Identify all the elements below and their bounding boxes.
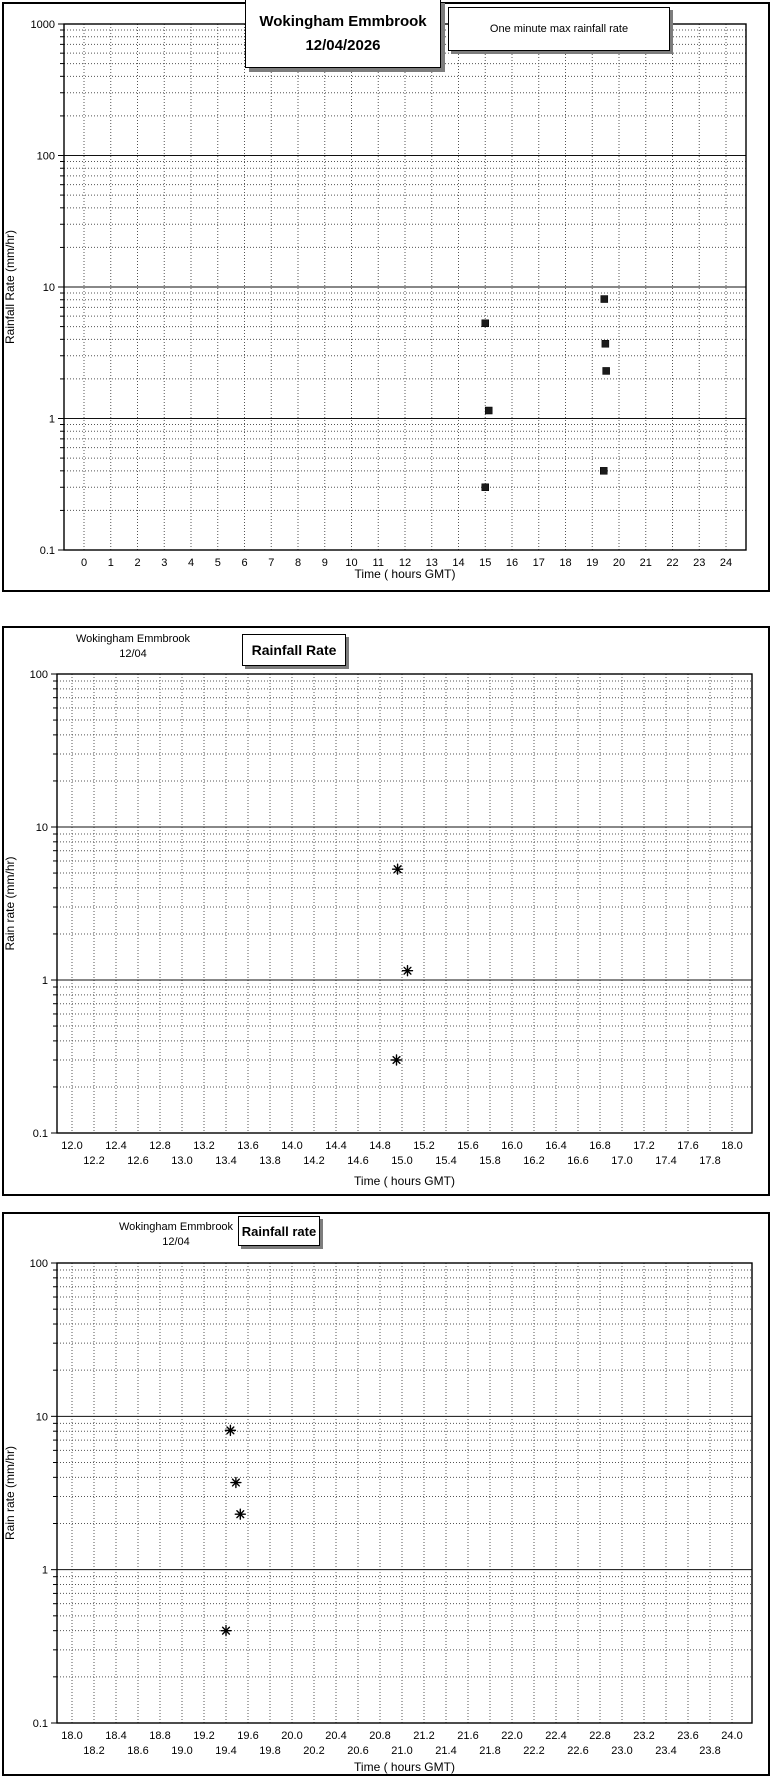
svg-text:24: 24	[719, 557, 733, 569]
chart-title: Rainfall rate	[241, 1223, 317, 1239]
svg-text:6: 6	[241, 557, 248, 569]
svg-text:9: 9	[321, 557, 328, 569]
svg-text:18.4: 18.4	[105, 1730, 127, 1742]
svg-text:7: 7	[268, 557, 275, 569]
svg-text:23.4: 23.4	[655, 1745, 677, 1757]
chart-title-box	[245, 0, 441, 68]
svg-text:17: 17	[532, 557, 545, 569]
svg-text:17.2: 17.2	[633, 1140, 655, 1152]
station-name: Wokingham Emmbrook	[259, 12, 427, 30]
svg-text:10: 10	[42, 282, 55, 294]
svg-text:16.8: 16.8	[589, 1140, 611, 1152]
station-block	[51, 632, 215, 662]
svg-text:100: 100	[29, 1258, 48, 1270]
svg-text:15.6: 15.6	[457, 1140, 479, 1152]
svg-text:22.0: 22.0	[501, 1730, 523, 1742]
svg-text:Rainfall Rate (mm/hr): Rainfall Rate (mm/hr)	[3, 229, 17, 345]
legend-box	[448, 7, 670, 51]
svg-text:20.2: 20.2	[303, 1745, 325, 1757]
svg-text:12.2: 12.2	[83, 1155, 105, 1167]
svg-text:19.4: 19.4	[215, 1745, 237, 1757]
svg-text:0: 0	[80, 557, 88, 569]
svg-text:12.8: 12.8	[149, 1140, 171, 1152]
svg-text:19: 19	[586, 557, 599, 569]
svg-text:21.0: 21.0	[391, 1745, 413, 1757]
svg-text:8: 8	[294, 557, 302, 569]
svg-text:18.0: 18.0	[721, 1140, 743, 1152]
station-block	[94, 1220, 258, 1250]
svg-text:12.6: 12.6	[127, 1155, 149, 1167]
chart-panel-evening	[2, 1212, 770, 1776]
svg-text:18.6: 18.6	[127, 1745, 149, 1757]
svg-text:13.4: 13.4	[215, 1155, 237, 1167]
svg-text:23.8: 23.8	[699, 1745, 721, 1757]
svg-text:100: 100	[29, 669, 48, 681]
svg-text:15.4: 15.4	[435, 1155, 457, 1167]
svg-text:19.2: 19.2	[193, 1730, 215, 1742]
svg-text:16: 16	[505, 557, 519, 569]
svg-text:21.4: 21.4	[435, 1745, 457, 1757]
svg-text:20.8: 20.8	[369, 1730, 391, 1742]
svg-text:13.8: 13.8	[259, 1155, 281, 1167]
station-name: Wokingham Emmbrook	[118, 1221, 234, 1233]
svg-text:21.2: 21.2	[413, 1730, 435, 1742]
svg-text:3: 3	[161, 557, 168, 569]
svg-text:22.2: 22.2	[523, 1745, 545, 1757]
chart-panel-daily	[2, 2, 770, 592]
svg-text:20.4: 20.4	[325, 1730, 347, 1742]
chart-date: 12/04	[119, 648, 147, 660]
svg-text:1000: 1000	[30, 19, 55, 31]
svg-text:10: 10	[35, 1411, 48, 1424]
svg-text:24.0: 24.0	[721, 1730, 743, 1742]
chart-title-box	[242, 634, 346, 666]
chart-title-box	[238, 1216, 320, 1246]
svg-text:21.8: 21.8	[479, 1745, 501, 1757]
svg-text:0.1: 0.1	[39, 545, 55, 557]
svg-text:12.0: 12.0	[61, 1140, 83, 1152]
evening-rainfall-scatter-plot	[2, 1212, 770, 1776]
svg-text:18.2: 18.2	[83, 1745, 105, 1757]
svg-text:15.0: 15.0	[391, 1155, 413, 1167]
svg-text:21.6: 21.6	[457, 1730, 479, 1742]
svg-text:10: 10	[35, 822, 48, 834]
svg-text:16.4: 16.4	[545, 1140, 567, 1152]
svg-text:Rain rate (mm/hr): Rain rate (mm/hr)	[3, 856, 17, 951]
svg-text:1: 1	[107, 557, 114, 569]
svg-text:22.4: 22.4	[545, 1730, 567, 1742]
svg-text:22: 22	[666, 557, 679, 569]
svg-text:1: 1	[41, 1564, 48, 1577]
svg-text:20.0: 20.0	[281, 1730, 303, 1742]
svg-text:13.0: 13.0	[171, 1155, 193, 1167]
svg-text:4: 4	[187, 557, 195, 569]
svg-text:5: 5	[214, 557, 221, 569]
afternoon-rainfall-scatter-plot	[2, 626, 770, 1196]
chart-title: Rainfall Rate	[251, 642, 337, 658]
svg-text:20.6: 20.6	[347, 1745, 369, 1757]
svg-text:23.6: 23.6	[677, 1730, 699, 1742]
svg-text:0.1: 0.1	[32, 1128, 48, 1140]
svg-text:Time ( hours GMT): Time ( hours GMT)	[354, 567, 456, 581]
svg-text:Time ( hours GMT): Time ( hours GMT)	[354, 1760, 455, 1774]
svg-text:16.2: 16.2	[523, 1155, 545, 1167]
svg-text:15: 15	[479, 557, 492, 569]
chart-date: 12/04/2026	[305, 36, 381, 54]
svg-text:23.0: 23.0	[611, 1745, 633, 1757]
svg-text:23: 23	[693, 557, 706, 569]
daily-rainfall-scatter-plot	[2, 2, 770, 592]
svg-text:14.4: 14.4	[325, 1140, 347, 1152]
svg-text:14.6: 14.6	[347, 1155, 369, 1167]
svg-text:21: 21	[639, 557, 652, 569]
svg-text:18.8: 18.8	[149, 1730, 171, 1742]
svg-text:19.6: 19.6	[237, 1730, 259, 1742]
svg-text:17.0: 17.0	[611, 1155, 633, 1167]
svg-text:22.6: 22.6	[567, 1745, 589, 1757]
chart-panel-afternoon	[2, 626, 770, 1196]
svg-text:18: 18	[559, 557, 572, 569]
svg-text:17.4: 17.4	[655, 1155, 677, 1167]
svg-text:13.6: 13.6	[237, 1140, 259, 1152]
svg-text:2: 2	[134, 557, 141, 569]
svg-text:18.0: 18.0	[61, 1730, 83, 1742]
svg-text:19.0: 19.0	[171, 1745, 193, 1757]
svg-text:17.6: 17.6	[677, 1140, 699, 1152]
legend-label: One minute max rainfall rate	[489, 23, 629, 35]
svg-text:1: 1	[48, 413, 55, 426]
svg-text:23.2: 23.2	[633, 1730, 655, 1742]
svg-text:14.8: 14.8	[369, 1140, 391, 1152]
station-name: Wokingham Emmbrook	[75, 633, 191, 645]
svg-text:20: 20	[612, 557, 626, 569]
svg-text:13.2: 13.2	[193, 1140, 215, 1152]
svg-text:16.0: 16.0	[501, 1140, 523, 1152]
svg-text:16.6: 16.6	[567, 1155, 589, 1167]
svg-text:1: 1	[41, 975, 48, 987]
svg-text:10: 10	[345, 557, 358, 569]
svg-text:11: 11	[372, 557, 384, 569]
svg-text:14.0: 14.0	[281, 1140, 303, 1152]
svg-text:15.2: 15.2	[413, 1140, 435, 1152]
svg-text:100: 100	[36, 150, 55, 163]
svg-text:Rain rate (mm/hr): Rain rate (mm/hr)	[3, 1445, 17, 1541]
svg-text:14.2: 14.2	[303, 1155, 325, 1167]
svg-text:13: 13	[425, 557, 438, 569]
svg-text:22.8: 22.8	[589, 1730, 611, 1742]
svg-text:12.4: 12.4	[105, 1140, 127, 1152]
svg-text:0.1: 0.1	[32, 1718, 48, 1730]
svg-text:17.8: 17.8	[699, 1155, 721, 1167]
svg-text:15.8: 15.8	[479, 1155, 501, 1167]
svg-text:12: 12	[398, 557, 412, 569]
svg-text:14: 14	[452, 557, 465, 569]
svg-text:Time ( hours GMT): Time ( hours GMT)	[354, 1174, 455, 1188]
chart-date: 12/04	[162, 1236, 190, 1248]
svg-text:19.8: 19.8	[259, 1745, 281, 1757]
